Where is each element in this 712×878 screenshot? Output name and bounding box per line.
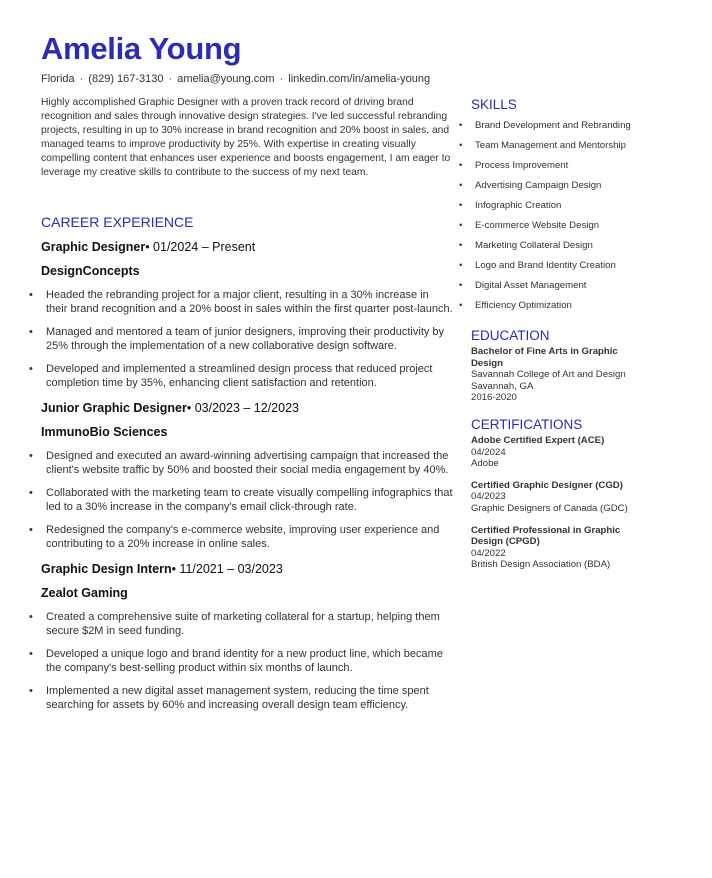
job-title: Graphic Designer xyxy=(41,240,146,254)
cert-issuer: Graphic Designers of Canada (GDC) xyxy=(471,502,628,514)
cert-issuer: Adobe xyxy=(471,458,499,470)
separator-dot: · xyxy=(279,73,284,85)
skill-item: • Logo and Brand Identity Creation xyxy=(475,260,631,272)
certifications-section xyxy=(471,417,631,571)
bullet-item: • Created a comprehensive suite of marketing collateral for a startup, helping them secure $2M in seed funding. xyxy=(46,610,453,639)
job-entry xyxy=(41,562,453,713)
linkedin-link[interactable]: linkedin.com/in/amelia-young xyxy=(288,73,431,85)
location: Florida xyxy=(41,73,75,85)
section-title-education: EDUCATION xyxy=(471,328,550,343)
job-dates: • 03/2023 – 12/2023 xyxy=(186,400,299,415)
bullet-item: • Implemented a new digital asset management system, reducing the time spent searching for assets by 60% and increasing overall design team efficiency. xyxy=(46,684,453,713)
email-link[interactable]: amelia@young.com xyxy=(177,73,275,85)
certification-entry xyxy=(471,435,631,470)
job-bullets xyxy=(41,610,453,713)
sidebar xyxy=(471,97,631,581)
school: Savannah College of Art and Design xyxy=(471,369,626,381)
job-title: Graphic Design Intern xyxy=(41,561,172,576)
separator-dot: · xyxy=(79,73,84,85)
certification-entry xyxy=(471,480,631,515)
contact-line xyxy=(41,73,430,85)
bullet-item: • Collaborated with the marketing team to create visually compelling infographics that led to a 30% increase in the company's email click-through rate. xyxy=(46,486,453,515)
education-section xyxy=(471,328,631,404)
education-dates: 2016-2020 xyxy=(471,392,517,404)
certification-entry xyxy=(471,525,631,571)
phone: (829) 167-3130 xyxy=(88,73,164,85)
cert-name: Certified Graphic Designer (CGD) xyxy=(471,479,623,491)
experience-section xyxy=(41,214,453,721)
separator-dot: · xyxy=(168,73,173,85)
cert-date: 04/2023 xyxy=(471,491,506,503)
skills-list xyxy=(471,120,631,312)
skill-item: • Marketing Collateral Design xyxy=(475,240,631,252)
company-name: Zealot Gaming xyxy=(41,585,128,600)
summary: Highly accomplished Graphic Designer with a proven track record of driving brand recognition and sales through innovative design strategies. I've led successful rebranding projects, resulting in up to 30% increase in brand recognition and 20% boost in sales, and managed teams to improve productivity by 25%. With expertise in creating visually compelling content that enhances user experience and boosts engagement, I am eager to leverage my creative skills to contribute to the success of my next team. xyxy=(41,97,451,178)
skill-item: • Process Improvement xyxy=(475,160,631,172)
bullet-item: • Redesigned the company's e-commerce website, improving user experience and contributing to a 20% increase in online sales. xyxy=(46,523,453,552)
bullet-item: • Headed the rebranding project for a major client, resulting in a 30% increase in their brand recognition and a 20% boost in sales within the first quarter post-launch. xyxy=(46,288,453,317)
section-title-certifications: CERTIFICATIONS xyxy=(471,416,583,432)
job-dates: • 01/2024 – Present xyxy=(145,240,256,254)
cert-name: Certified Professional in Graphic Design (CPGD) xyxy=(471,524,621,548)
cert-date: 04/2022 xyxy=(471,547,506,559)
section-title-experience: CAREER EXPERIENCE xyxy=(41,214,194,230)
bullet-item: • Developed and implemented a streamlined design process that reduced project completion time by 35%, enhancing client satisfaction and retention. xyxy=(46,362,453,391)
resume-name: Amelia Young xyxy=(41,31,242,66)
skill-item: • Digital Asset Management xyxy=(475,280,631,292)
skill-item: • Efficiency Optimization xyxy=(475,300,631,312)
job-bullets xyxy=(41,288,453,391)
cert-date: 04/2024 xyxy=(471,446,506,458)
company-name: ImmunoBio Sciences xyxy=(41,424,168,439)
job-title-line xyxy=(41,401,453,415)
skill-item: • Advertising Campaign Design xyxy=(475,180,631,192)
skill-item: • Team Management and Mentorship xyxy=(475,140,631,152)
job-entry xyxy=(41,240,453,391)
skill-item: • Infographic Creation xyxy=(475,200,631,212)
school-location: Savannah, GA xyxy=(471,380,534,392)
bullet-item: • Managed and mentored a team of junior designers, improving their productivity by 25% through the implementation of a new collaborative design software. xyxy=(46,325,453,354)
job-title-line xyxy=(41,562,453,576)
job-dates: • 11/2021 – 03/2023 xyxy=(171,561,283,576)
job-bullets xyxy=(41,449,453,552)
cert-issuer: British Design Association (BDA) xyxy=(471,559,611,571)
skill-item: • E-commerce Website Design xyxy=(475,220,631,232)
company-name: DesignConcepts xyxy=(41,264,140,278)
section-title-skills: SKILLS xyxy=(471,97,517,112)
bullet-item: • Developed a unique logo and brand identity for a new product line, which became the company's best-selling product within six months of launch. xyxy=(46,647,453,676)
job-entry xyxy=(41,401,453,552)
job-title: Junior Graphic Designer xyxy=(41,400,187,415)
bullet-item: • Designed and executed an award-winning advertising campaign that increased the client's website traffic by 50% and boosted their social media engagement by 40%. xyxy=(46,449,453,478)
degree: Bachelor of Fine Arts in Graphic Design xyxy=(471,346,618,369)
job-title-line xyxy=(41,240,453,254)
cert-name: Adobe Certified Expert (ACE) xyxy=(471,434,605,446)
skill-item: • Brand Development and Rebranding xyxy=(475,120,631,132)
